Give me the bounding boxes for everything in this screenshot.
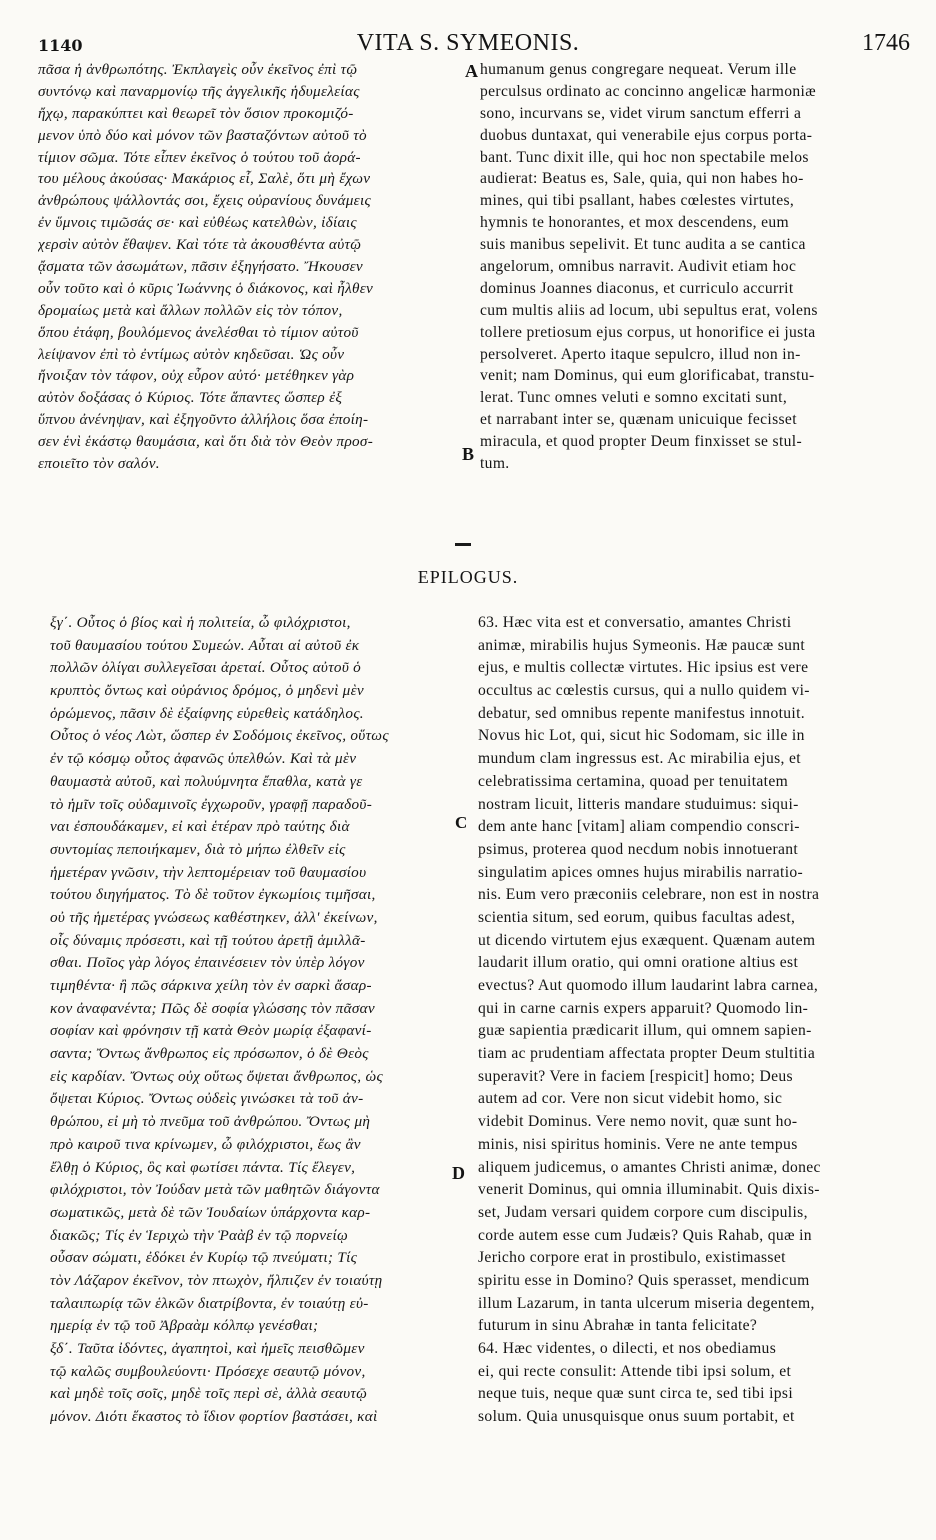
latin-text-line: animæ, mirabilis hujus Symeonis. Hæ paucæ sunt — [478, 636, 806, 654]
latin-text-line: 63. Hæc vita est et conversatio, amantes Christi — [478, 614, 792, 631]
greek-text-line: καὶ μηδὲ τοῖς σοῖς, μηδὲ τοῖς περὶ σὲ, ἀλλὰ σεαυτῷ — [50, 1385, 368, 1403]
greek-text-line: κρυπτὸς ὄντως καὶ οὐράνιος δρόμος, ὁ μηδενὶ μὲν — [50, 682, 364, 700]
section-heading: EPILOGUS. — [417, 567, 519, 587]
greek-text-line: σεν ἑνὶ ἑκάστῳ θαυμάσια, καὶ ὅτι διὰ τὸν Θεὸν προσ- — [38, 433, 374, 451]
latin-text-line: ejus, e multis collectæ virtutes. Hic ipsius est vere — [478, 659, 809, 677]
margin-marker-a: A — [465, 61, 478, 81]
latin-text-line: dem ante hanc [vitam] aliam compendio conscri- — [478, 818, 800, 836]
greek-text-line: ᾄσματα τῶν ἀσωμάτων, πᾶσιν ἐξηγήσατο. Ἤκουσεν — [38, 258, 363, 276]
latin-text-line: miracula, et quod propter Deum finxisset se stul- — [480, 433, 803, 451]
latin-text-line: futurum in sinu Abrahæ in tanta felicitate? — [478, 1317, 758, 1335]
latin-text-line: suis manibus sepelivit. Et tunc audita a se cantica — [480, 236, 806, 254]
section1-latin-column — [480, 59, 912, 475]
latin-text-line: et narrabant inter se, quænam unicuique fecisset — [480, 411, 797, 429]
latin-text-line: venit; nam Dominus, qui eum glorificabat, transtu- — [480, 367, 815, 385]
latin-text-line: bant. Tunc dixit ille, qui hoc non spectabile melos — [480, 148, 809, 166]
greek-text-line: ὕπνου ἀνένηψαν, καὶ ἐξηγοῦντο ἀλλήλοις ὅσα ἐποίη- — [38, 411, 369, 429]
greek-text-line: τούτου διηγήματος. Τὸ δὲ τοῦτον ἐγκωμίοις τιμῆσαι, — [50, 886, 376, 904]
greek-text-line: δρομαίως μετὰ καὶ ἄλλων πολλῶν εἰς τὸν τόπον, — [38, 301, 343, 319]
greek-text-line: εἰς καρδίαν. Ὄντως οὐχ οὕτως ὄψεται ἄνθρωπος, ὡς — [50, 1067, 383, 1085]
latin-text-line: audierat: Beatus es, Sale, quia, qui non habes ho- — [480, 170, 804, 188]
latin-text-line: mines, qui tibi psallant, habes cœlestes virtutes, — [480, 192, 795, 210]
greek-text-line: τὸν Λάζαρον ἐκεῖνον, τὸν πτωχὸν, ἤλπιζεν ἐν τοιαύτῃ — [50, 1271, 383, 1289]
latin-text-line: dominus Joannes diaconus, et curriculo accurrit — [480, 279, 794, 297]
greek-text-line: σωματικῶς, μετὰ δὲ τῶν Ἰουδαίων ὑπάρχοντα καρ- — [50, 1203, 371, 1221]
greek-text-line: ἤνοιξαν τὸν τάφον, οὐχ εὗρον αὐτό· μετέθηκεν γὰρ — [38, 367, 355, 385]
greek-text-line: σθαι. Ποῖος γὰρ λόγος ἐπαινέσειεν τὸν ὑπὲρ λόγον — [50, 954, 365, 972]
latin-text-line: humanum genus congregare nequeat. Verum ille — [480, 61, 797, 78]
greek-text-line: διακῶς; Τίς ἐν Ἱεριχὼ τὴν Ῥαὰβ ἐν τῷ πορνείῳ — [50, 1226, 349, 1244]
latin-text-line: tum. — [480, 455, 510, 473]
latin-text-line: venerit Dominus, qui omnia illuminabit. Quis dixis- — [478, 1181, 820, 1199]
latin-text-line: nostram licuit, litteris mandare studuimus: siqui- — [478, 795, 799, 813]
greek-text-line: μόνον. Διότι ἕκαστος τὸ ἴδιον φορτίον βαστάσει, καὶ — [50, 1408, 378, 1426]
greek-text-line: τιμηθέντα· ἢ πῶς σάρκινα χείλη τὸν ἐν σαρκὶ ἄσαρ- — [50, 977, 372, 994]
greek-text-line: ἀνθρώπους ψάλλοντάς σοι, ἔχεις οὐρανίους δυνάμεις — [38, 192, 371, 210]
greek-text-line: ξγ΄. Οὗτος ὁ βίος καὶ ἡ πολιτεία, ὦ φιλόχριστοι, — [50, 614, 351, 631]
latin-text-line: Jericho corpore erat in prostibulo, existimasset — [478, 1249, 786, 1267]
greek-text-line: ὅπου ἐτάφη, βουλόμενος ἀνελέσθαι τὸ τίμιον αὐτοῦ — [38, 323, 359, 341]
latin-text-line: perculsus ordinato ac concinno angelicæ harmoniæ — [480, 82, 816, 100]
greek-text-line: τίμιον σῶμα. Τότε εἶπεν ἐκεῖνος ὁ τούτου τοῦ ἀορά- — [38, 148, 361, 166]
greek-text-line: θρώπου, εἰ μὴ τὸ πνεῦμα τοῦ ἀνθρώπου. Ὄντως μὴ — [50, 1113, 371, 1131]
section2-greek-column — [50, 612, 464, 1429]
greek-text-line: του μέλους ἀκούσας· Μακάριος εἶ, Σαλὲ, ὅτι μὴ ἔχων — [38, 170, 371, 188]
greek-text-line: ἐν ὕμνοις τιμῶσάς σε· καὶ εὐθέως κατελθὼν, ἰδίαις — [38, 214, 357, 232]
latin-text-line: cum multis aliis ad locum, ubi sepultus erat, volens — [480, 301, 818, 319]
latin-text-line: sono, incurvans se, videt virum sanctum efferri a — [480, 104, 802, 122]
latin-text-line: duobus duntaxat, qui venerabile ejus corpus porta- — [480, 126, 813, 144]
latin-text-line: minis, nisi spiritus hominis. Vere ne ante tempus — [478, 1135, 798, 1153]
latin-text-line: angelorum, omnibus narravit. Audivit etiam hoc — [480, 258, 797, 276]
greek-text-line: ὄψεται Κύριος. Ὄντως οὐδεὶς γινώσκει τὰ τοῦ ἀν- — [50, 1090, 364, 1108]
greek-text-line: οὐ τῆς ἡμετέρας γνώσεως καθέστηκεν, ἀλλ' ἐκείνων, — [50, 908, 378, 926]
greek-text-line: ταλαιπωρίᾳ τῶν ἑλκῶν διατρίβοντα, ἐν τοιαύτῃ εὐ- — [50, 1294, 369, 1312]
margin-marker-c: C — [455, 813, 468, 832]
greek-text-line: τοῦ θαυμασίου τούτου Συμεών. Αὗται αἱ αὐτοῦ ἐκ — [50, 636, 360, 654]
latin-text-line: tiam ac prudentiam affectata propter Deum stultitia — [478, 1045, 816, 1063]
greek-text-line: οὖσαν σώματι, ἐδόκει ἐν Κυρίῳ τῷ πνεύματι; Τίς — [50, 1249, 358, 1267]
latin-text-line: corde autem esse cum Judæis? Quis Rahab, quæ in — [478, 1226, 812, 1244]
page-number-left: 1140 — [38, 36, 83, 55]
greek-text-line: συντόνῳ καὶ παναρμονίῳ τῆς ἀγγελικῆς ἡδυμελείας — [38, 82, 360, 100]
latin-text-line: persolveret. Aperto itaque sepulcro, illud non in- — [480, 345, 801, 363]
section1-greek-column — [38, 59, 464, 475]
greek-text-line: φιλόχριστοι, τὸν Ἰούδαν μετὰ τῶν μαθητῶν διάγοντα — [50, 1181, 380, 1199]
latin-text-line: 64. Hæc videntes, o dilecti, et nos obediamus — [478, 1340, 777, 1357]
latin-text-line: qui in carne carnis expers apparuit? Quomodo lin- — [478, 999, 809, 1017]
latin-text-line: lerat. Tunc omnes veluti e somno excitati sunt, — [480, 389, 788, 407]
latin-text-line: illum Lazarum, in tanta ulcerum miseria degentem, — [478, 1294, 815, 1312]
greek-text-line: μενον ὑπὸ δύο καὶ μόνον τῶν βασταζόντων αὐτοῦ τὸ — [38, 126, 367, 144]
section-divider — [455, 543, 471, 546]
greek-text-line: ἐν τῷ κόσμῳ οὗτος ἀφανῶς ὑπελθών. Καὶ τὰ μὲν — [50, 750, 357, 768]
margin-marker-b: B — [462, 444, 475, 464]
latin-text-line: set, Judam versari quidem corpore cum discipulis, — [478, 1203, 808, 1221]
latin-text-line: ut dicendo virtutem ejus exæquent. Quænam autem — [478, 931, 816, 949]
greek-text-line: ημερίᾳ ἐν τῷ τοῦ Ἀβραὰμ κόλπῳ γενέσθαι; — [50, 1317, 319, 1335]
greek-text-line: ὁρώμενος, πᾶσιν δὲ ἐξαίφνης εὑρεθεὶς κατάδηλος. — [50, 704, 364, 722]
greek-text-line: Οὗτος ὁ νέος Λὼτ, ὥσπερ ἐν Σοδόμοις ἐκεῖνος, οὕτως — [50, 727, 389, 745]
latin-text-line: neque tuis, neque quæ sunt circa te, sed tibi ipsi — [478, 1385, 794, 1403]
greek-text-line: λείψανον ἐπὶ τὸ ἐντίμως αὐτὸν κηδεῦσαι. Ὡς οὖν — [38, 345, 345, 363]
greek-text-line: συντομίας πεποιήκαμεν, διὰ τὸ μήπω ἐλθεῖν εἰς — [50, 840, 346, 858]
greek-text-line: οὖν τοῦτο καὶ ὁ κῦρις Ἰωάννης ὁ διάκονος, καὶ ἦλθεν — [38, 279, 374, 297]
latin-text-line: mundum clam ingressus est. Ac mirabilia ejus, et — [478, 750, 801, 768]
latin-text-line: videbit Dominus. Vere nemo novit, quæ sunt ho- — [478, 1113, 798, 1131]
latin-text-line: Novus hic Lot, qui, sicut hic Sodomam, sic ille in — [478, 727, 805, 745]
greek-text-line: ναι ἐσπουδάκαμεν, εἰ καὶ ἑτέραν πρὸ ταύτης διὰ — [50, 818, 350, 836]
greek-text-line: θαυμαστὰ αὐτοῦ, καὶ πολυύμνητα ἔπαθλα, κατὰ γε — [50, 772, 363, 790]
latin-text-line: guæ sapientia prædicarit illum, qui omnem sapien- — [478, 1022, 812, 1040]
greek-text-line: πρὸ καιροῦ τινα κρίνωμεν, ὦ φιλόχριστοι, ἕως ἂν — [50, 1135, 361, 1153]
latin-text-line: autem ad cor. Vere non sicut videbit homo, sic — [478, 1090, 783, 1108]
greek-text-line: σαντα; Ὄντως ἄνθρωπος εἰς πρόσωπον, ὁ δὲ Θεὸς — [50, 1045, 369, 1063]
greek-text-line: ἤχῳ, παρακύπτει καὶ θεωρεῖ τὸν ὅσιον προκομιζό- — [38, 104, 354, 122]
latin-text-line: solum. Quia unusquisque onus suum portabit, et — [478, 1408, 795, 1426]
page-number-right: 1746 — [862, 30, 910, 56]
latin-text-line: psimus, proterea quod necdum nobis innotuerant — [478, 840, 799, 858]
latin-text-line: superavit? Vere in faciem [respicit] homo; Deus — [478, 1067, 793, 1085]
latin-text-line: hymnis te honorantes, et mox descendens, eum — [480, 214, 790, 232]
latin-text-line: celebratissima certamina, quoad per tenuitatem — [478, 772, 789, 790]
latin-text-line: evectus? Aut quomodo illum laudarint labra carnea, — [478, 977, 819, 994]
latin-text-line: scientia situm, sed eorum, quibus facultas adest, — [478, 908, 796, 926]
greek-text-line: σοφίαν καὶ φρόνησιν τῇ κατὰ Θεὸν μωρίᾳ ἐξαφανί- — [50, 1022, 372, 1040]
greek-text-line: χερσὶν αὐτὸν ἔθαψεν. Καὶ τότε τὰ ἀκουσθέντα αὐτῷ — [38, 236, 362, 254]
greek-text-line: πολλῶν ὀλίγαι συλλεγεῖσαι ἀρεταί. Οὗτος αὐτοῦ ὁ — [50, 659, 362, 677]
greek-text-line: κον ἀναφανέντα; Πῶς δὲ σοφία γλώσσης τὸν πᾶσαν — [50, 999, 375, 1017]
latin-text-line: debatur, sed omnibus repente manifestus innotuit. — [478, 704, 806, 722]
greek-text-line: ἔλθῃ ὁ Κύριος, ὃς καὶ φωτίσει πάντα. Τίς ἔλεγεν, — [50, 1158, 356, 1176]
greek-text-line: εποιεῖτο τὸν σαλόν. — [38, 455, 160, 473]
greek-text-line: τῷ καλῶς συμβουλεύοντι· Πρόσεχε σεαυτῷ μόνον, — [50, 1362, 366, 1380]
latin-text-line: laudarit illum oratio, qui omni oratione altius est — [478, 954, 799, 972]
section2-latin-column — [478, 612, 912, 1429]
latin-text-line: tollere pretiosum ejus corpus, ut honorifice ei justa — [480, 323, 816, 341]
margin-marker-d: D — [452, 1163, 465, 1183]
greek-text-line: ξδ΄. Ταῦτα ἰδόντες, ἀγαπητοὶ, καὶ ἡμεῖς πεισθῶμεν — [50, 1340, 365, 1357]
latin-text-line: aliquem judicemus, o amantes Christi animæ, donec — [478, 1158, 821, 1176]
latin-text-line: nis. Eum vero præconiis celebrare, non est in nostra — [478, 886, 820, 904]
greek-text-line: τὸ ἡμῖν τοῖς οὐδαμινοῖς ἐγχωροῦν, γραφῇ παραδοῦ- — [50, 795, 373, 813]
greek-text-line: αὐτὸν δοξάσας ὁ Κύριος. Τότε ἅπαντες ὥσπερ ἐξ — [38, 389, 343, 407]
latin-text-line: ei, qui recte consulit: Attende tibi ipsi solum, et — [478, 1362, 792, 1380]
greek-text-line: οἷς δύναμις πρόσεστι, καὶ τῇ τούτου ἀρετῇ ἁμιλλᾶ- — [50, 931, 366, 949]
latin-text-line: occultus ac cœlestis cursus, qui a nullo quidem vi- — [478, 682, 810, 700]
greek-text-line: ἡμετέραν γνῶσιν, τὴν λεπτομέρειαν τοῦ θαυμασίου — [50, 863, 367, 881]
latin-text-line: singulatim apices omnes hujus mirabilis narratio- — [478, 863, 804, 881]
greek-text-line: πᾶσα ἡ ἀνθρωπότης. Ἐκπλαγεὶς οὖν ἐκεῖνος ἐπὶ τῷ — [38, 61, 358, 78]
running-title: VITA S. SYMEONIS. — [356, 30, 580, 56]
page-header — [0, 0, 936, 60]
latin-text-line: spiritu esse in Domino? Quis sperasset, mendicum — [478, 1271, 810, 1289]
